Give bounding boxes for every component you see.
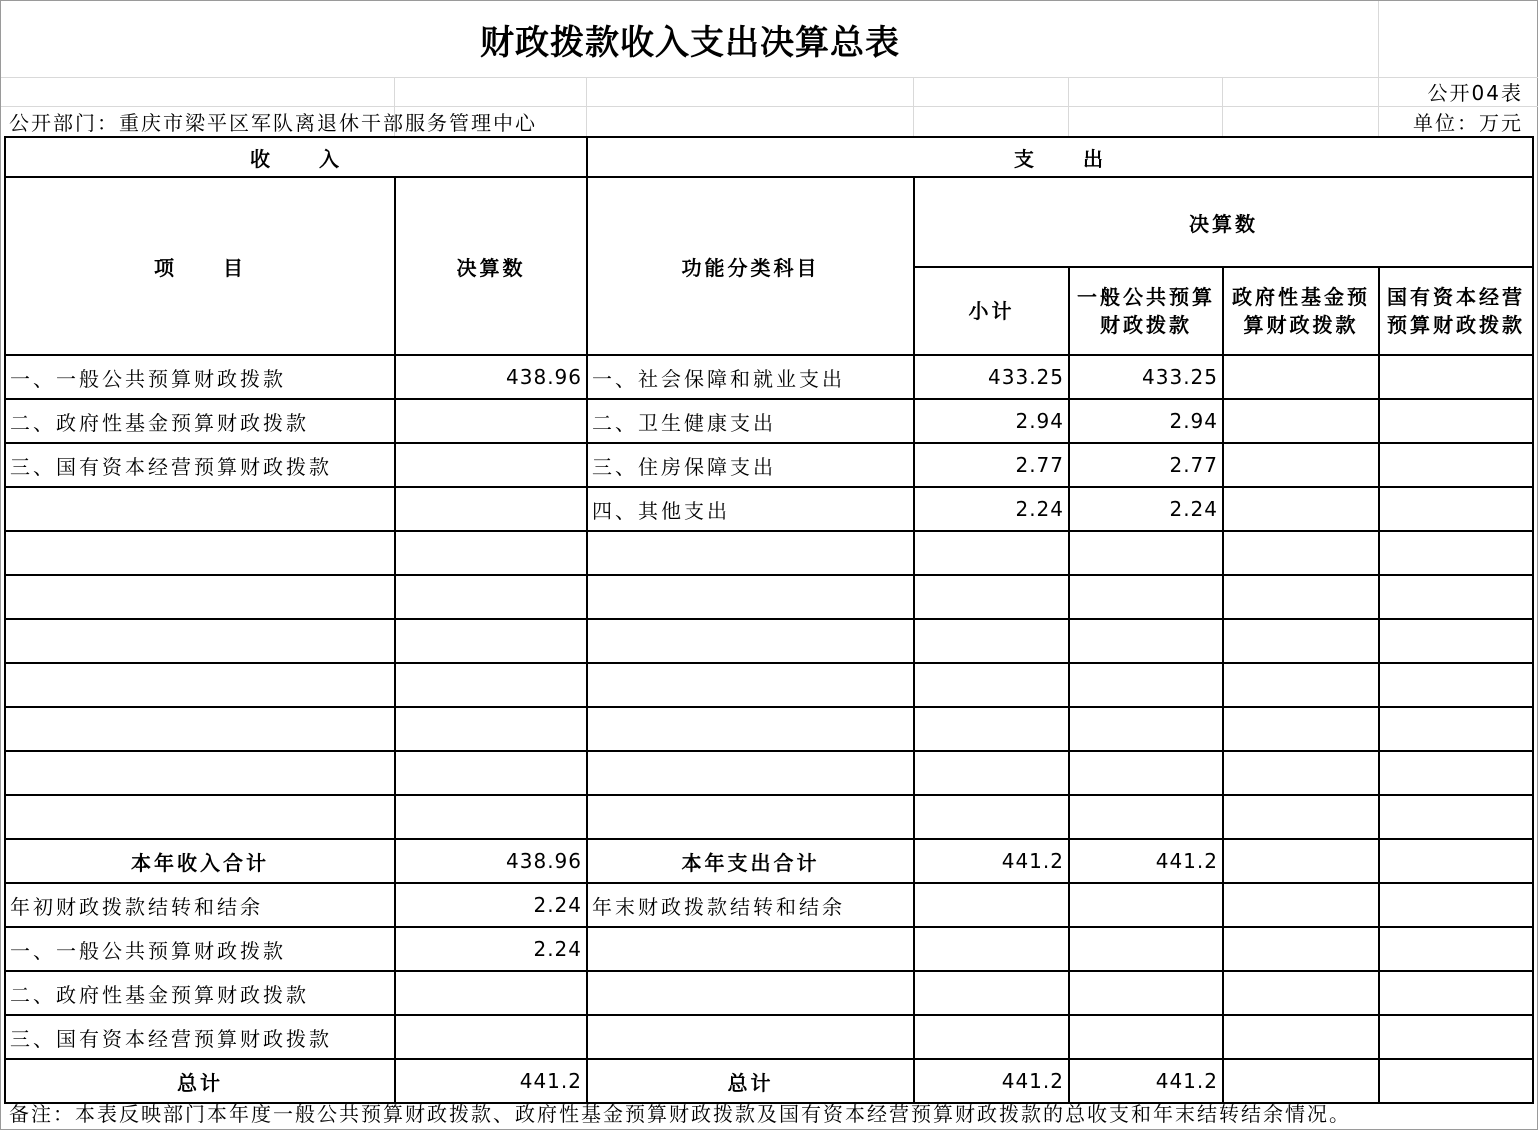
gov-fund-cell (1223, 927, 1379, 971)
expense-item-cell: 四、其他支出 (587, 487, 914, 531)
subtotal-cell (914, 971, 1069, 1015)
income-item-cell: 二、政府性基金预算财政拨款 (5, 399, 395, 443)
income-item-cell (5, 663, 395, 707)
income-amount-cell (395, 575, 587, 619)
table-row (5, 751, 1533, 795)
income-amount-cell (395, 443, 587, 487)
subtotal-cell (914, 663, 1069, 707)
item-header: 项 目 (5, 177, 395, 355)
table-row (5, 707, 1533, 751)
expense-item-cell: 本年支出合计 (587, 839, 914, 883)
income-item-cell: 三、国有资本经营预算财政拨款 (5, 443, 395, 487)
appropriation-table (4, 136, 1534, 1104)
gov-fund-cell (1223, 707, 1379, 751)
state-capital-header: 国有资本经营预算财政拨款 (1379, 267, 1533, 355)
state-capital-cell (1379, 927, 1533, 971)
gov-fund-cell (1223, 883, 1379, 927)
subtotal-cell (914, 619, 1069, 663)
state-capital-cell (1379, 355, 1533, 399)
expense-item-cell (587, 707, 914, 751)
grid-line (1, 77, 1538, 78)
gov-fund-cell (1223, 663, 1379, 707)
state-capital-cell (1379, 399, 1533, 443)
table-row (5, 443, 1533, 487)
table-row (5, 531, 1533, 575)
general-budget-cell: 441.2 (1069, 1059, 1223, 1103)
subtotal-cell: 2.77 (914, 443, 1069, 487)
table-code: 公开04表 (1427, 81, 1523, 105)
income-item-cell: 一、一般公共预算财政拨款 (5, 927, 395, 971)
state-capital-cell (1379, 751, 1533, 795)
table-row (5, 575, 1533, 619)
income-item-cell (5, 487, 395, 531)
table-row (5, 1015, 1533, 1059)
state-capital-cell (1379, 1015, 1533, 1059)
subtotal-cell (914, 927, 1069, 971)
gov-fund-cell (1223, 1015, 1379, 1059)
state-capital-cell (1379, 487, 1533, 531)
general-budget-cell (1069, 751, 1223, 795)
table-row (5, 487, 1533, 531)
subtotal-cell (914, 795, 1069, 839)
subtotal-cell: 441.2 (914, 839, 1069, 883)
expense-item-cell (587, 1015, 914, 1059)
general-budget-header: 一般公共预算财政拨款 (1069, 267, 1223, 355)
income-item-cell (5, 795, 395, 839)
income-item-cell (5, 707, 395, 751)
subtotal-cell (914, 575, 1069, 619)
gov-fund-cell (1223, 443, 1379, 487)
grid-line (1222, 77, 1223, 136)
income-amount-cell (395, 531, 587, 575)
income-item-cell: 年初财政拨款结转和结余 (5, 883, 395, 927)
general-budget-cell (1069, 531, 1223, 575)
state-capital-cell (1379, 971, 1533, 1015)
income-amount-cell (395, 663, 587, 707)
gov-fund-cell (1223, 795, 1379, 839)
general-budget-cell (1069, 883, 1223, 927)
table-row (5, 1059, 1533, 1103)
table-row (5, 619, 1533, 663)
subtotal-cell: 2.24 (914, 487, 1069, 531)
income-amount-cell (395, 971, 587, 1015)
subtotal-cell: 441.2 (914, 1059, 1069, 1103)
expense-item-cell: 三、住房保障支出 (587, 443, 914, 487)
table-row (5, 927, 1533, 971)
final-amount-header: 决算数 (914, 177, 1533, 267)
footnote: 备注：本表反映部门本年度一般公共预算财政拨款、政府性基金预算财政拨款及国有资本经营预算财政拨款的总收支和年末结转结余情况。 (9, 1102, 1351, 1126)
grid-line (1, 106, 1538, 107)
expense-item-cell (587, 927, 914, 971)
income-header: 收 入 (5, 137, 587, 177)
expense-item-cell (587, 971, 914, 1015)
income-amount-cell: 2.24 (395, 883, 587, 927)
income-item-cell: 一、一般公共预算财政拨款 (5, 355, 395, 399)
state-capital-cell (1379, 619, 1533, 663)
income-amount-cell: 2.24 (395, 927, 587, 971)
subtotal-cell (914, 1015, 1069, 1059)
state-capital-cell (1379, 839, 1533, 883)
state-capital-cell (1379, 1059, 1533, 1103)
table-row (5, 663, 1533, 707)
subtotal-cell: 2.94 (914, 399, 1069, 443)
table-row (5, 399, 1533, 443)
gov-fund-cell (1223, 839, 1379, 883)
general-budget-cell (1069, 663, 1223, 707)
subtotal-cell: 433.25 (914, 355, 1069, 399)
grid-line (1068, 77, 1069, 136)
gov-fund-cell (1223, 575, 1379, 619)
function-category-header: 功能分类科目 (587, 177, 914, 355)
table-row (5, 355, 1533, 399)
general-budget-cell (1069, 575, 1223, 619)
general-budget-cell: 2.77 (1069, 443, 1223, 487)
state-capital-cell (1379, 707, 1533, 751)
income-amount-cell (395, 487, 587, 531)
gov-fund-header: 政府性基金预算财政拨款 (1223, 267, 1379, 355)
subtotal-header: 小计 (914, 267, 1069, 355)
income-amount-cell: 438.96 (395, 839, 587, 883)
state-capital-cell (1379, 883, 1533, 927)
general-budget-cell (1069, 795, 1223, 839)
table-row (5, 971, 1533, 1015)
general-budget-cell (1069, 1015, 1223, 1059)
expense-item-cell (587, 619, 914, 663)
income-amount-cell: 441.2 (395, 1059, 587, 1103)
subtotal-cell (914, 531, 1069, 575)
income-item-cell (5, 531, 395, 575)
department-label: 公开部门：重庆市梁平区军队离退休干部服务管理中心 (9, 111, 537, 135)
expense-header: 支 出 (587, 137, 1533, 177)
income-amount-cell (395, 619, 587, 663)
income-item-cell (5, 619, 395, 663)
income-item-cell: 总计 (5, 1059, 395, 1103)
income-item-cell: 二、政府性基金预算财政拨款 (5, 971, 395, 1015)
state-capital-cell (1379, 575, 1533, 619)
column-header-row (5, 177, 1533, 267)
expense-item-cell: 年末财政拨款结转和结余 (587, 883, 914, 927)
income-item-cell (5, 751, 395, 795)
general-budget-cell: 2.24 (1069, 487, 1223, 531)
general-budget-cell: 433.25 (1069, 355, 1223, 399)
report-title: 财政拨款收入支出决算总表 (480, 22, 900, 63)
income-amount-cell (395, 1015, 587, 1059)
expense-item-cell (587, 531, 914, 575)
unit-label: 单位：万元 (1413, 111, 1523, 135)
subtotal-cell (914, 751, 1069, 795)
state-capital-cell (1379, 443, 1533, 487)
expense-item-cell (587, 663, 914, 707)
gov-fund-cell (1223, 1059, 1379, 1103)
expense-item-cell (587, 575, 914, 619)
gov-fund-cell (1223, 399, 1379, 443)
gov-fund-cell (1223, 355, 1379, 399)
income-amount-cell (395, 795, 587, 839)
grid-line (913, 77, 914, 136)
gov-fund-cell (1223, 531, 1379, 575)
income-item-cell: 本年收入合计 (5, 839, 395, 883)
section-header-row (5, 137, 1533, 177)
income-item-cell (5, 575, 395, 619)
general-budget-cell: 2.94 (1069, 399, 1223, 443)
grid-line (586, 77, 587, 136)
general-budget-cell (1069, 927, 1223, 971)
gov-fund-cell (1223, 619, 1379, 663)
state-capital-cell (1379, 531, 1533, 575)
expense-item-cell: 二、卫生健康支出 (587, 399, 914, 443)
gov-fund-cell (1223, 751, 1379, 795)
gov-fund-cell (1223, 971, 1379, 1015)
table-row (5, 839, 1533, 883)
general-budget-cell: 441.2 (1069, 839, 1223, 883)
amount-header: 决算数 (395, 177, 587, 355)
general-budget-cell (1069, 707, 1223, 751)
income-item-cell: 三、国有资本经营预算财政拨款 (5, 1015, 395, 1059)
income-amount-cell (395, 707, 587, 751)
general-budget-cell (1069, 971, 1223, 1015)
expense-item-cell (587, 795, 914, 839)
table-row (5, 883, 1533, 927)
gov-fund-cell (1223, 487, 1379, 531)
subtotal-cell (914, 707, 1069, 751)
state-capital-cell (1379, 663, 1533, 707)
income-amount-cell (395, 751, 587, 795)
income-amount-cell: 438.96 (395, 355, 587, 399)
table-row (5, 795, 1533, 839)
subtotal-cell (914, 883, 1069, 927)
expense-item-cell: 一、社会保障和就业支出 (587, 355, 914, 399)
general-budget-cell (1069, 619, 1223, 663)
state-capital-cell (1379, 795, 1533, 839)
income-amount-cell (395, 399, 587, 443)
expense-item-cell: 总计 (587, 1059, 914, 1103)
expense-item-cell (587, 751, 914, 795)
